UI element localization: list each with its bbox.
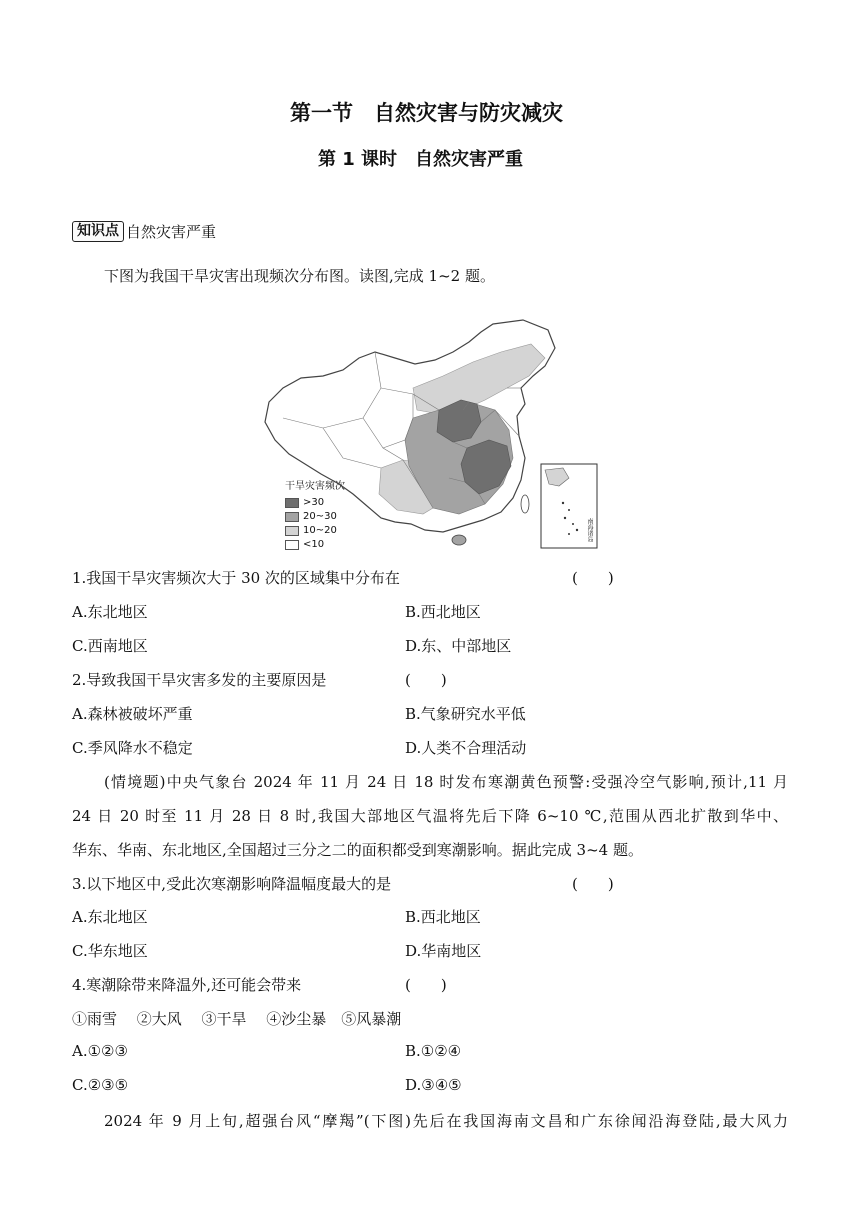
question-3-option-a[interactable]: A.东北地区 bbox=[72, 908, 148, 926]
question-3-option-b[interactable]: B.西北地区 bbox=[405, 908, 481, 926]
taiwan-island bbox=[521, 495, 529, 513]
knowledge-point-tag: 知识点 bbox=[72, 221, 124, 242]
legend-swatch bbox=[285, 526, 299, 536]
question-2-answer-bracket[interactable]: ( ) bbox=[405, 671, 447, 689]
scenario-line-1: (情境题)中央气象台 2024 年 11 月 24 日 18 时发布寒潮黄色预警:受强冷空气影响,预计,11 月 bbox=[104, 773, 788, 791]
inset-label: 南海诸岛 bbox=[586, 518, 593, 542]
question-4-answer-bracket[interactable]: ( ) bbox=[405, 976, 447, 994]
question-3-answer-bracket[interactable]: ( ) bbox=[572, 875, 614, 893]
question-3-stem: 3.以下地区中,受此次寒潮影响降温幅度最大的是 bbox=[72, 875, 392, 893]
legend-title: 干旱灾害频次 bbox=[285, 481, 345, 492]
legend-swatch bbox=[285, 498, 299, 508]
question-3-option-c[interactable]: C.华东地区 bbox=[72, 942, 148, 960]
legend-item bbox=[285, 510, 345, 524]
scenario-line-2: 24 日 20 时至 11 月 28 日 8 时,我国大部地区气温将先后下降 6~10 ℃,范围从西北扩散到华中、 bbox=[72, 807, 788, 825]
legend-label: <10 bbox=[303, 539, 325, 550]
legend-item bbox=[285, 538, 345, 552]
map-intro-text: 下图为我国干旱灾害出现频次分布图。读图,完成 1~2 题。 bbox=[104, 267, 495, 285]
question-2-option-b[interactable]: B.气象研究水平低 bbox=[405, 705, 526, 723]
question-1-option-d[interactable]: D.东、中部地区 bbox=[405, 637, 512, 655]
question-3-option-d[interactable]: D.华南地区 bbox=[405, 942, 482, 960]
legend-swatch bbox=[285, 512, 299, 522]
scenario-line-3: 华东、华南、东北地区,全国超过三分之二的面积都受到寒潮影响。据此完成 3~4 题。 bbox=[72, 841, 643, 859]
question-4-stem: 4.寒潮除带来降温外,还可能会带来 bbox=[72, 976, 302, 994]
question-1-answer-bracket[interactable]: ( ) bbox=[572, 569, 614, 587]
question-2-stem: 2.导致我国干旱灾害多发的主要原因是 bbox=[72, 671, 327, 689]
question-1-option-b[interactable]: B.西北地区 bbox=[405, 603, 481, 621]
legend-item bbox=[285, 524, 345, 538]
knowledge-point-label: 自然灾害严重 bbox=[126, 223, 217, 241]
section-title: 第一节 自然灾害与防灾减灾 bbox=[290, 101, 563, 125]
drought-frequency-map bbox=[263, 318, 599, 552]
question-2-option-d[interactable]: D.人类不合理活动 bbox=[405, 739, 527, 757]
question-1-option-a[interactable]: A.东北地区 bbox=[72, 603, 148, 621]
legend-label: 10~20 bbox=[303, 525, 337, 536]
hainan-island bbox=[452, 535, 466, 545]
question-4-option-a[interactable]: A.①②③ bbox=[72, 1042, 128, 1060]
question-2-option-a[interactable]: A.森林被破坏严重 bbox=[72, 705, 193, 723]
question-4-option-d[interactable]: D.③④⑤ bbox=[405, 1076, 462, 1094]
legend-swatch bbox=[285, 540, 299, 550]
question-4-choices: ①雨雪 ②大风 ③干旱 ④沙尘暴 ⑤风暴潮 bbox=[72, 1010, 402, 1028]
map-legend bbox=[285, 480, 345, 552]
legend-label: >30 bbox=[303, 497, 325, 508]
typhoon-intro-text: 2024 年 9 月上旬,超强台风“摩羯”(下图)先后在我国海南文昌和广东徐闻沿海登陆,最大风力 bbox=[104, 1112, 788, 1130]
legend-label: 20~30 bbox=[303, 511, 337, 522]
question-2-option-c[interactable]: C.季风降水不稳定 bbox=[72, 739, 193, 757]
lesson-title: 第 1 课时 自然灾害严重 bbox=[318, 149, 524, 170]
legend-item bbox=[285, 496, 345, 510]
question-4-option-b[interactable]: B.①②④ bbox=[405, 1042, 462, 1060]
question-4-option-c[interactable]: C.②③⑤ bbox=[72, 1076, 129, 1094]
knowledge-point-heading bbox=[72, 221, 216, 242]
question-1-stem: 1.我国干旱灾害频次大于 30 次的区域集中分布在 bbox=[72, 569, 400, 587]
question-1-option-c[interactable]: C.西南地区 bbox=[72, 637, 148, 655]
